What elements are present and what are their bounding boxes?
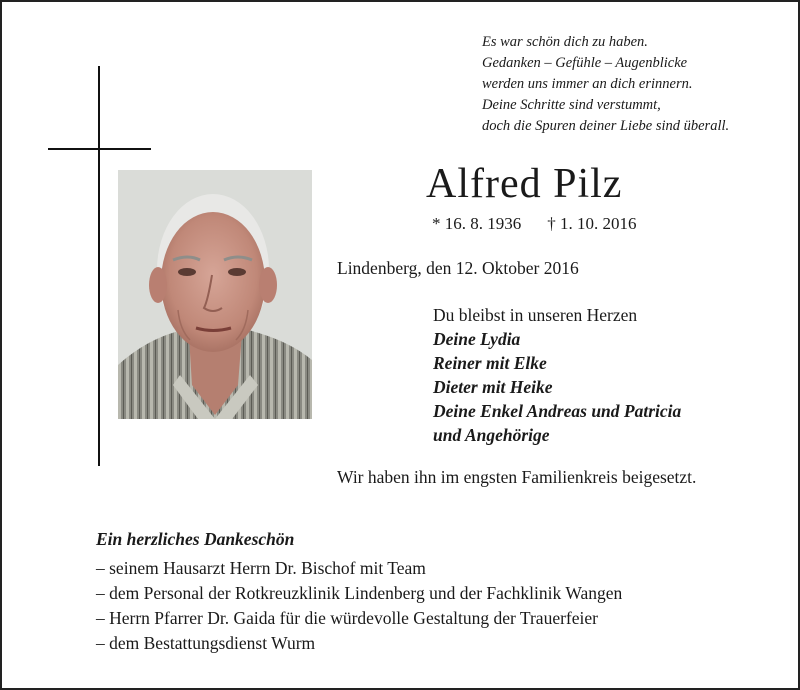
- family-intro: Du bleibst in unseren Herzen: [433, 305, 638, 325]
- poem: [482, 32, 729, 137]
- poem-line: Es war schön dich zu haben.: [482, 34, 648, 50]
- family-signature: Reiner mit Elke: [433, 353, 547, 373]
- deceased-name: Alfred Pilz: [426, 161, 623, 207]
- place-date: Lindenberg, den 12. Oktober 2016: [337, 258, 579, 278]
- poem-line: Deine Schritte sind verstummt,: [482, 97, 661, 113]
- family-signature: Deine Lydia: [433, 329, 521, 349]
- poem-line: Gedanken – Gefühle – Augenblicke: [482, 55, 688, 71]
- poem-line: doch die Spuren deiner Liebe sind überall.: [482, 118, 730, 134]
- thanks-line: – dem Personal der Rotkreuzklinik Lindenberg und der Fachklinik Wangen: [96, 583, 623, 603]
- thanks-line: – seinem Hausarzt Herrn Dr. Bischof mit Team: [96, 558, 426, 578]
- thanks-block: [96, 527, 622, 656]
- family-signature: und Angehörige: [433, 425, 550, 445]
- family-signature: Dieter mit Heike: [433, 377, 553, 397]
- family-signature: Deine Enkel Andreas und Patricia: [433, 401, 682, 421]
- portrait-photo: [118, 170, 312, 419]
- poem-line: werden uns immer an dich erinnern.: [482, 76, 693, 92]
- cross-icon: [98, 66, 100, 466]
- birth-date: * 16. 8. 1936: [432, 214, 522, 233]
- thanks-line: – dem Bestattungsdienst Wurm: [96, 633, 316, 653]
- thanks-heading: Ein herzliches Dankeschön: [96, 529, 295, 549]
- family-block: [433, 303, 681, 447]
- cross-icon-bar: [48, 148, 151, 150]
- thanks-line: – Herrn Pfarrer Dr. Gaida für die würdevolle Gestaltung der Trauerfeier: [96, 608, 598, 628]
- life-dates: [432, 214, 637, 234]
- death-date: † 1. 10. 2016: [547, 214, 637, 233]
- burial-note: Wir haben ihn im engsten Familienkreis beigesetzt.: [337, 467, 697, 487]
